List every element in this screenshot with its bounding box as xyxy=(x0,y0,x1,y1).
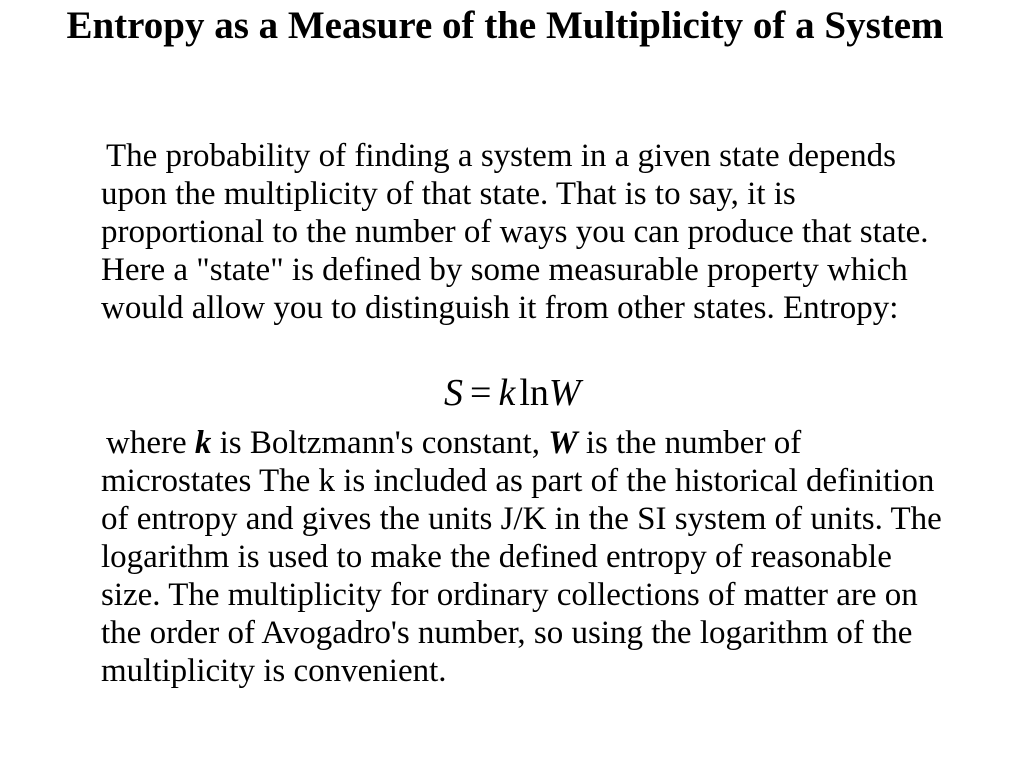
formula-ln-function: ln xyxy=(519,372,549,414)
explanation-paragraph xyxy=(101,424,951,690)
boltzmann-constant-description: is Boltzmann's constant, xyxy=(211,425,549,461)
formula-entropy-symbol: S xyxy=(444,372,463,414)
intro-paragraph: The probability of finding a system in a given state depends upon the multiplicity of that state. That is to say, it is proportional to the number of ways you can produce that state. Here a "state" is defined by some measurable property which would allow you to distinguish it from other states. Entropy: xyxy=(101,138,929,326)
explanation-lead: where xyxy=(106,425,195,461)
microstates-symbol: W xyxy=(548,425,578,461)
formula-boltzmann-symbol: k xyxy=(498,372,516,414)
boltzmann-constant-symbol: k xyxy=(194,425,212,461)
microstates-description: is the number of microstates The k is included as part of the historical definition of entropy and gives the units J/K in the SI system of units. The logarithm is used to make the defined entropy of reasonable size. The multiplicity for ordinary collections of matter are on the order of Avogadro's number, so using the logarithm of the multiplicity is convenient. xyxy=(101,425,942,689)
formula-equals-sign: = xyxy=(470,372,492,414)
entropy-formula xyxy=(444,370,581,416)
formula-multiplicity-symbol: W xyxy=(548,372,581,414)
slide-title: Entropy as a Measure of the Multiplicity of a System xyxy=(66,4,944,47)
